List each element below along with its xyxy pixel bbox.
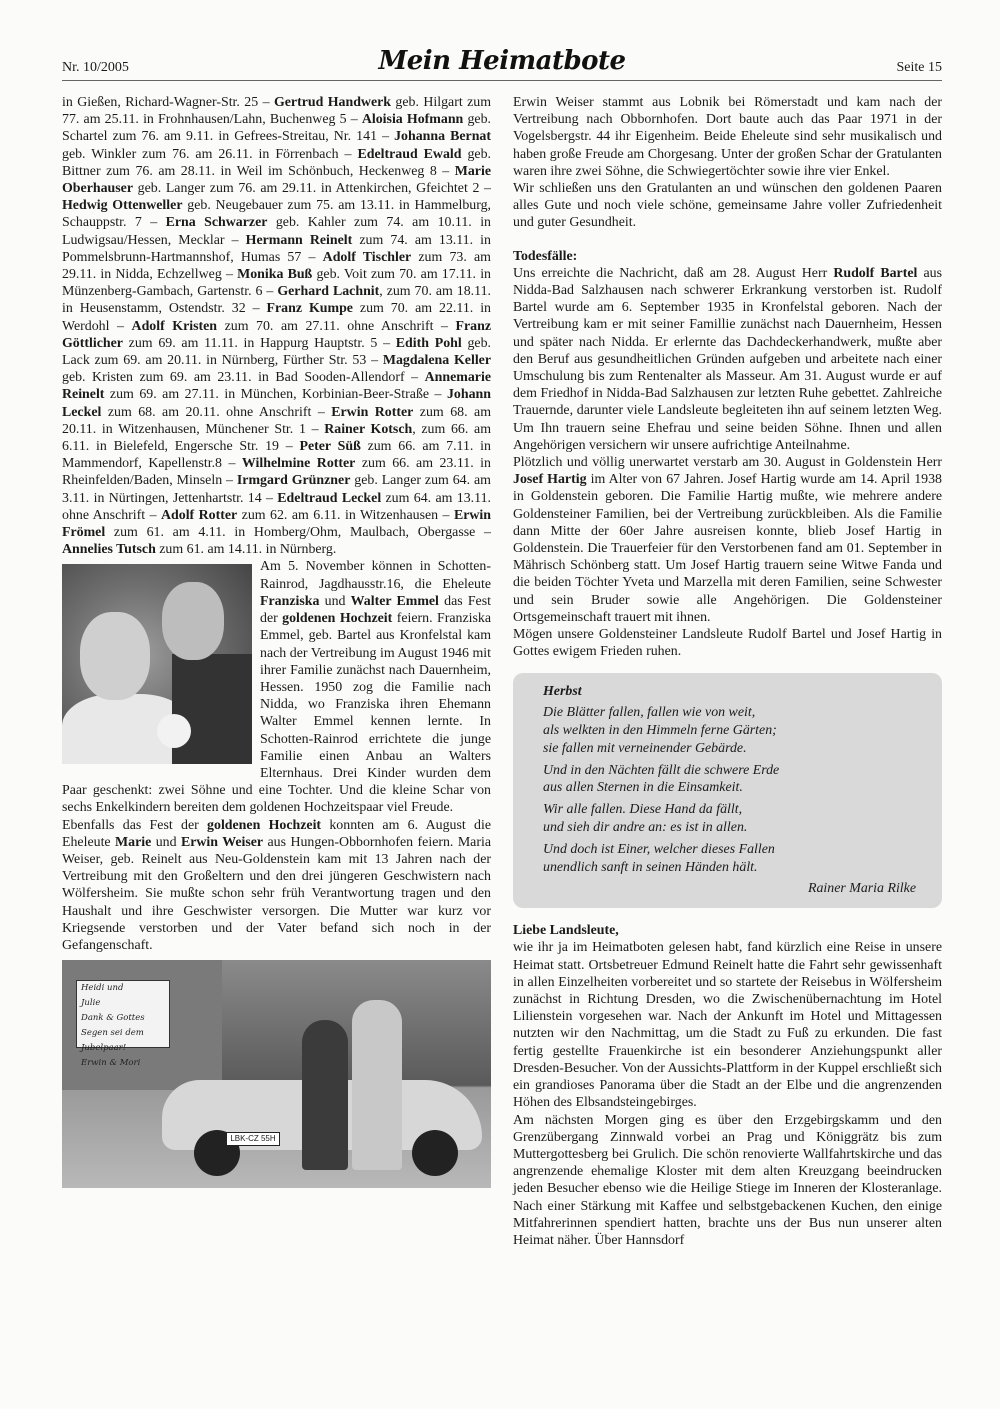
poem-stanza: [543, 704, 916, 757]
poem-line: Die Blätter fallen, fallen wie von weit,: [543, 705, 756, 721]
poem-author: Rainer Maria Rilke: [807, 881, 916, 897]
travel-paragraph: Am nächsten Morgen ging es über den Erzgebirgskamm und den Grenzübergang Zinnwald vorbei an Prag und Königgrätz bis zum Muttergottesberg bei Grulich. Die schön renovierte Wallfahrtskirche und das angrenzende ehemalige Kloster mit dem alten Kreuzgang beeindrucken jeden Besucher ebenso wie die Heilige Stiege im Inneren der Klosteranlage. Nach einer Stärkung mit Kaffee und selbstgebackenen Kuchen, den einige Mitfahrerinnen spendiert hatten, brachte uns der Bus nun unserer alten Heimat näher. Über Hannsdorf: [513, 1112, 942, 1248]
poem-box: [513, 673, 942, 909]
license-plate: LBK-CZ 55H: [226, 1132, 280, 1146]
obituary-hartig: Plötzlich und völlig unerwartet verstarb am 30. August in Goldenstein Herr Josef Hartig im Alter von 67 Jahren. Josef Hartig wurde am 14. April 1938 in Goldenstein geboren. Die Familie Hartig mußte, wie mehrere andere Goldensteiner Familien, bei der Vertreibung zurückbleiben. Als die Familie dann Mitte der 60er Jahre ausreisen konnte, blieb Josef Hartig in Goldenstein. Die Trauerfeier für den Verstorbenen fand am 01. September in Mährisch Schönberg statt. Um Josef Hartig trauern seine Witwe Fanda und die beiden Töchter Yveta und Marzella mit deren Familien, seine Schwester und sein Bruder sowie alle Angehörigen. Die Goldensteiner Ortsgemeinschaft trauert mit ihnen.: [513, 455, 942, 625]
poem-line: Wir alle fallen. Diese Hand da fällt,: [543, 802, 743, 818]
poem-line: und sieh dir andre an: es ist in allen.: [543, 820, 748, 836]
right-column: [513, 94, 942, 1249]
poem-stanza: [543, 762, 916, 798]
poem-stanza: [543, 841, 916, 877]
golden-wedding-weiser: Ebenfalls das Fest der goldenen Hochzeit konnten am 6. August die Eheleute Marie und Erwin Weiser aus Hungen-Obbornhofen feiern. Maria Weiser, geb. Reinelt aus Neu-Goldenstein kam mit 13 Jahren nach der Vertreibung mit den Großeltern und den drei jüngeren Geschwistern nach Wölfersheim. Sie mußte schon sehr früh Verantwortung tragen und den Haushalt und ihre Geschwister versorgen. Die Mutter war kurz vor Kriegsende verstorben und der Vater befand sich noch in der Gefangenschaft.: [62, 817, 492, 953]
travel-paragraph: wie ihr ja im Heimatboten gelesen habt, fand kürzlich eine Reise in unsere Heimat statt. Ortsbetreuer Edmund Reinelt hatte die Fahrt sehr gewissenhaft in allen Einzelheiten vorbereitet und so startete der Reisebus in Wölfersheim zunächst in Richtung Dresden, wo die Zwischenübernachtung im Hotel Lilienstein vorgesehen war. Nach der Ankunft im Hotel und Mittagessen nutzten wir den Nachmittag, um die Stadt zu Fuß zu erkunden. Die fast fertig gestellte Frauenkirche ist ein besonderer Anziehungspunkt aller Dresden-Besucher. Von der Aussichts-Plattform in der Kuppel erschließt sich ein grandioses Panorama über die Stadt an der Elbe und die angrenzenden Höhen des Elbsandsteingebirges.: [513, 940, 942, 1111]
poem-line: unendlich sanft in seinen Händen hält.: [543, 859, 758, 875]
poem-line: Und in den Nächten fällt die schwere Erde: [543, 762, 780, 778]
couple-photo-emmel: [62, 564, 252, 764]
obituary-closing: Mögen unsere Goldensteiner Landsleute Rudolf Bartel und Josef Hartig in Gottes ewigem Frieden ruhen.: [513, 627, 942, 660]
sign-line: Jubelpaar!: [81, 1043, 127, 1054]
weiser-paragraph: Erwin Weiser stammt aus Lobnik bei Römerstadt und kam nach der Vertreibung nach Obbornhofen. Dort baute auch das Paar 1971 in der Vogelsbergstr. 44 ihr Eigenheim. Beide Eheleute sind sehr musikalisch und haben große Freude am Chorgesang. Unter der großen Schar der Gratulanten waren ihre zwei Söhne, die Schwiegertöchter sowie ihre vier Enkel.: [513, 95, 942, 179]
poem-line: aus allen Sternen in die Einsamkeit.: [543, 780, 743, 796]
sign-line: Julie: [81, 998, 101, 1009]
left-column: [62, 94, 491, 1188]
poem-title: Herbst: [543, 683, 582, 699]
poem-line: Und doch ist Einer, welcher dieses Fallen: [543, 841, 775, 857]
birthday-list: in Gießen, Richard-Wagner-Str. 25 – Gertrud Handwerk geb. Hilgart zum 77. am 25.11. in Frohnhausen/Lahn, Buchenweg 5 – Aloisia Hofmann geb. Schartel zum 76. am 9.11. in Gefrees-Streitau, Nr. 141 – Johanna Bernat geb. Winkler zum 76. am 26.11. in Förrenbach – Edeltraud Ewald geb. Bittner zum 76. am 28.11. in Weil im Schönbuch, Heckenweg 8 – Marie Oberhauser geb. Langer zum 76. am 29.11. in Attenkirchen, Gfeichtet 2 – Hedwig Ottenweller geb. Neugebauer zum 75. am 13.11. in Hammelburg, Schauppstr. 7 – Erna Schwarzer geb. Kahler zum 74. am 10.11. in Ludwigsau/Hessen, Mecklar – Hermann Reinelt zum 74. am 13.11. in Pommelsbrunn-Hartmannshof, Humas 57 – Adolf Tischler zum 73. am 29.11. in Nidda, Echzellweg – Monika Buß geb. Voit zum 70. am 17.11. in Münzenberg-Gambach, Gartenstr. 6 – Gerhard Lachnit, zum 70. am 18.11. in Heusenstamm, Ostendstr. 32 – Franz Kumpe zum 70. am 22.11. in Werdohl – Adolf Kristen zum 70. am 27.11. ohne Anschrift – Franz Göttlicher zum 69. am 11.11. in Happurg Hauptstr. 5 – Edith Pohl geb. Lack zum 69. am 20.11. in Nürnberg, Fürther Str. 53 – Magdalena Keller geb. Kristen zum 69. am 23.11. in Bad Sooden-Allendorf – Annemarie Reinelt zum 69. am 27.11. in München, Korbinian-Beer-Straße – Johann Leckel zum 68. am 20.11. ohne Anschrift – Erwin Rotter zum 68. am 20.11. in Witzenhausen, Münchener Str. 1 – Rainer Kotsch, zum 66. am 6.11. in Bielefeld, Engersche Str. 19 – Peter Süß zum 66. am 7.11. in Mammendorf, Kapellenstr.8 – Wilhelmine Rotter zum 66. am 23.11. in Rheinfelden/Baden, Minseln – Irmgard Grünzner geb. Langer zum 64. am 3.11. in Nürtingen, Jettenhartstr. 14 – Edeltraud Leckel zum 64. am 13.11. ohne Anschrift – Adolf Rotter zum 62. am 6.11. in Witzenhausen – Erwin Frömel zum 61. am 4.11. in Homberg/Ohm, Maulbach, Obergasse – Annelies Tutsch zum 61. am 14.11. in Nürnberg.: [62, 95, 492, 558]
sign-line: Segen sei dem: [81, 1028, 144, 1039]
wishes-paragraph: Wir schließen uns den Gratulanten an und wünschen den goldenen Paaren alles Gute und noch viele schöne, gemeinsame Jahre voller Zufriedenheit und guter Gesundheit.: [513, 181, 942, 231]
deaths-heading: Todesfälle:: [513, 248, 578, 264]
poem-line: als welkten in den Himmeln ferne Gärten;: [543, 723, 777, 739]
page-number: Seite 15: [896, 60, 942, 75]
poem-stanza: [543, 801, 916, 837]
issue-number: Nr. 10/2005: [62, 60, 129, 75]
travel-heading: Liebe Landsleute,: [513, 923, 619, 939]
obituary-bartel: Uns erreichte die Nachricht, daß am 28. August Herr Rudolf Bartel aus Nidda-Bad Salzhausen nach schwerer Erkrankung verstorben ist. Rudolf Bartel wurde am 6. September 1935 in Kronfelstal geboren. Nach der Vertreibung kam er mit seiner Famillie zunächst nach Dauernheim, Hessen und später nach Nidda. Er erlernte das Dachdeckerhandwerk, mußte aber den Beruf aus gesundheitlichen Gründen aufgeben und arbeitete nach einer Umschulung bis zum Rentenalter als Masseur. Am 31. August wurde er auf dem Friedhof in Nidda-Bad Salzhausen zur letzten Ruhe gebettet. Zahlreiche Trauernde, darunter viele Landsleute begleiteten ihn auf seinem letzten Weg. Um Ihn trauern seine Ehefrau und seine beiden Söhne. Ihnen und allen Angehörigen versichern wir unsere aufrichtige Anteilnahme.: [513, 265, 942, 453]
masthead-logo: Mein Heimatbote: [378, 46, 626, 76]
header-rule: [62, 80, 942, 81]
sign-line: Dank & Gottes: [81, 1013, 145, 1024]
poem-line: sie fallen mit verneinender Gebärde.: [543, 740, 747, 756]
couple-photo-weiser: [62, 960, 491, 1188]
celebration-sign: [76, 980, 170, 1069]
golden-wedding-emmel: Am 5. November können in Schotten-Rainrod, Jagdhausstr.16, die Eheleute Franziska und Walter Emmel das Fest der goldenen Hochzeit feiern. Franziska Emmel, geb. Bartel aus Kronfelstal kam nach der Vertreibung im August 1946 mit ihrer Familie zunächst nach Dauernheim, Hessen. 1950 zog die Familie nach Nidda, wo Franziska ihren Ehemann Walter Emmel kennen lernte. In Schotten-Rainrod errichtete die junge Familie einen Anbau an Walters Elternhaus. Drei Kinder wurden dem Paar geschenkt: zwei Söhne und eine Tochter. Und die kleine Schar von sechs Enkelkindern bereiten dem goldenen Hochzeitspaar viel Freude.: [62, 559, 491, 816]
sign-line: Heidi und: [81, 983, 124, 994]
page-header: [62, 44, 942, 80]
sign-line: Erwin & Mori: [81, 1058, 141, 1069]
